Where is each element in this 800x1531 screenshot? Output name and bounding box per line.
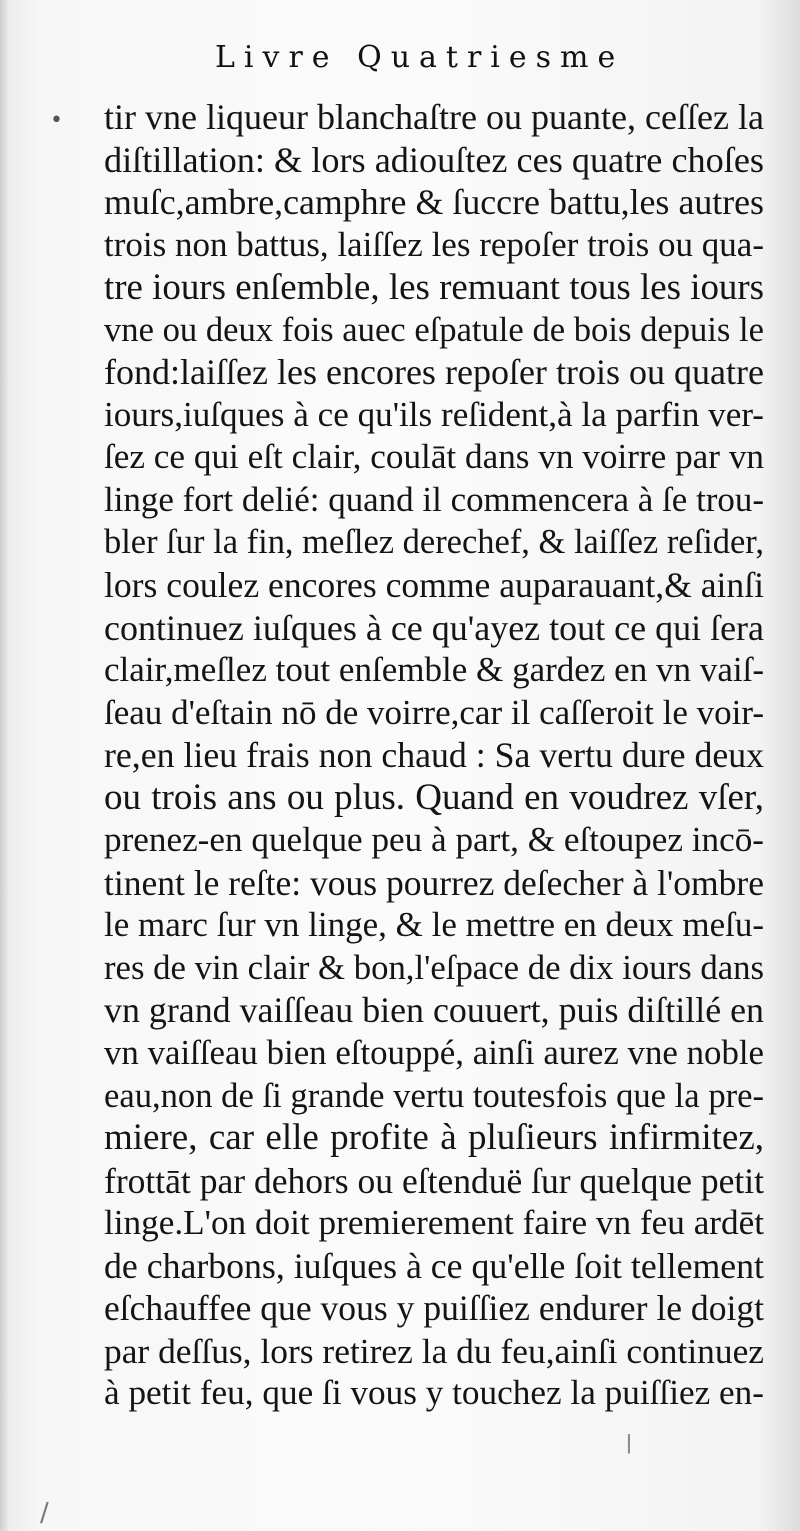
text-line: linge fort delié: quand il commencera à ſe trou- [104, 479, 764, 519]
text-line: frottāt par dehors ou eſtenduë ſur quelque petit [104, 1160, 764, 1201]
text-line: miere, car elle profite à pluſieurs infirmitez, [104, 1117, 764, 1159]
running-head: Livre Quatriesme [215, 40, 625, 75]
text-line: eſchauffee que vous y puiſſiez endurer le doigt [104, 1288, 764, 1329]
text-line: vne ou deux fois auec eſpatule de bois depuis le [104, 310, 764, 349]
text-line: prenez-en quelque peu à part, & eſtoupez incō- [104, 820, 764, 860]
text-line: ou trois ans ou plus. Quand en voudrez vſer, [104, 776, 764, 818]
text-line: res de vin clair & bon,l'eſpace de dix iours dans [104, 947, 764, 987]
text-line: fond:laiſſez les encores repoſer trois ou quatre [104, 352, 764, 393]
text-line: ſez ce qui eſt clair, coulāt dans vn voirre par vn [104, 437, 764, 477]
text-line: linge.L'on doit premierement faire vn feu ardēt [104, 1203, 764, 1243]
text-line: continuez iuſques à ce qu'ayez tout ce qui ſera [104, 607, 764, 648]
margin-stray-mark: ǀ [626, 1430, 632, 1454]
body-text [104, 96, 764, 1415]
text-line: à petit feu, que ſi vous y touchez la puiſſiez en- [104, 1373, 764, 1413]
text-line: le marc ſur vn linge, & le mettre en deux meſu- [104, 905, 764, 945]
text-line: iours,iuſques à ce qu'ils reſident,à la parfin ver- [104, 394, 764, 434]
text-line: re,en lieu frais non chaud : Sa vertu dure deux [104, 735, 764, 776]
margin-dot-mark: • [50, 108, 63, 133]
page-gutter-edge [0, 0, 10, 1531]
text-line: eau,non de ſi grande vertu toutesfois que la pre- [104, 1076, 764, 1115]
text-line: bler ſur la fin, meſlez derechef, & laiſſez reſider, [104, 523, 764, 562]
text-line: trois non battus, laiſſez les repoſer trois ou qua- [104, 224, 764, 264]
text-line: vn grand vaiſſeau bien couuert, puis diſtillé en [104, 990, 764, 1031]
text-line: par deſſus, lors retirez la du feu,ainſi continuez [104, 1330, 764, 1371]
text-line: de charbons, iuſques à ce qu'elle ſoit tellement [104, 1245, 764, 1286]
text-line: vn vaiſſeau bien eſtouppé, ainſi aurez vne noble [104, 1033, 764, 1073]
text-line: diſtillation: & lors adiouſtez ces quatre choſes [104, 139, 764, 180]
text-line: lors coulez encores comme auparauant,& ainſi [104, 565, 764, 606]
text-line: muſc,ambre,camphre & ſuccre battu,les autres [104, 182, 764, 223]
text-line: clair,meſlez tout enſemble & gardez en vn vaiſ- [104, 650, 764, 690]
text-line: tir vne liqueur blanchaſtre ou puante, ceſſez la [104, 97, 764, 137]
text-line: ſeau d'eſtain nō de voirre,car il caſſeroit le voir- [104, 692, 764, 732]
margin-tick-mark: / [40, 1498, 49, 1528]
text-line: tinent le reſte: vous pourrez deſecher à l'ombre [104, 862, 764, 903]
text-line: tre iours enſemble, les remuant tous les iours [104, 266, 764, 308]
